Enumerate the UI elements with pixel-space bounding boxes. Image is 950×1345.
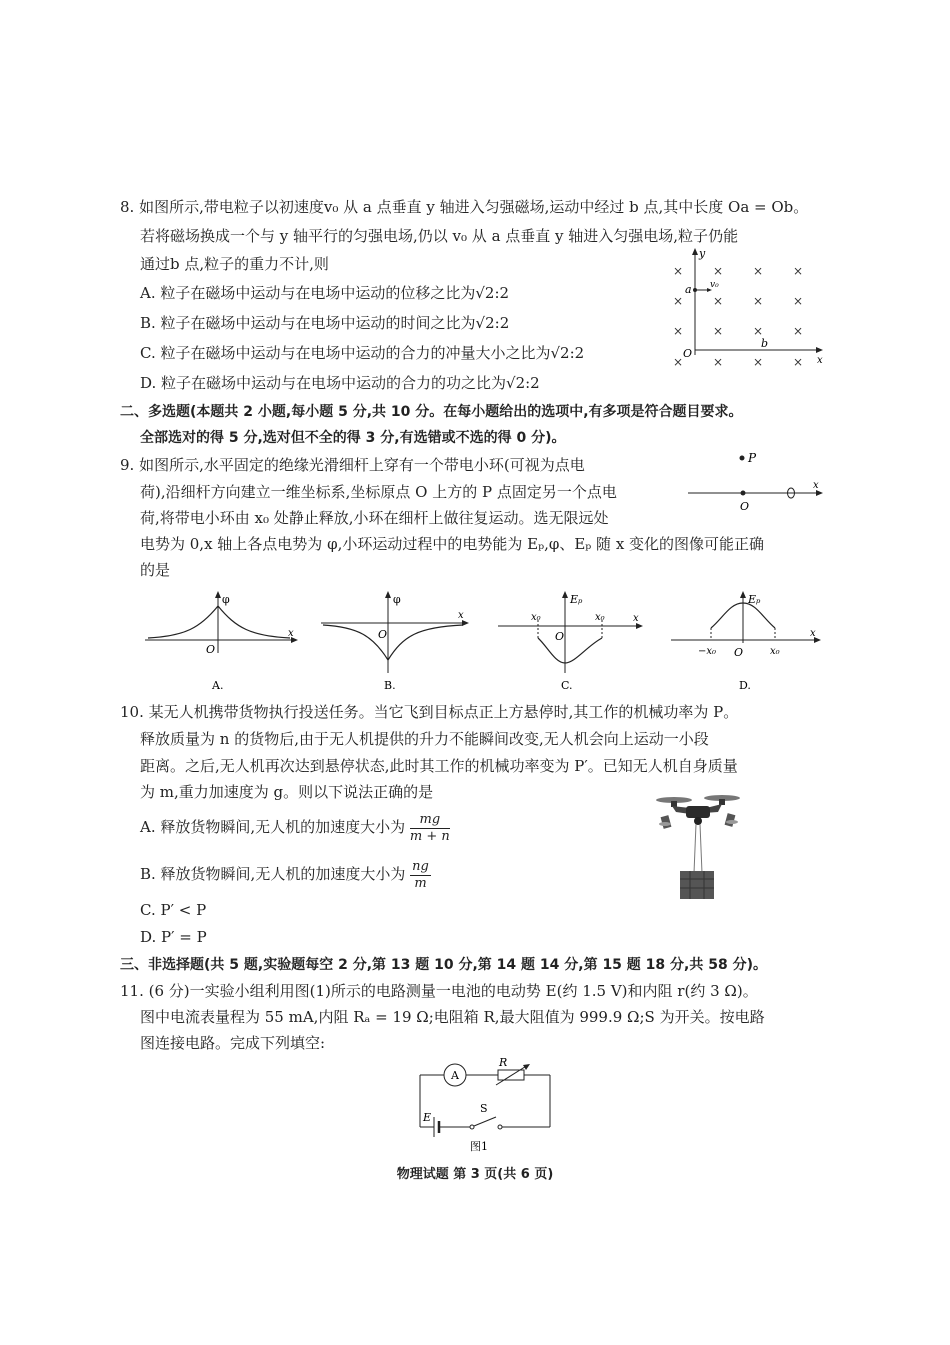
section-2-heading: 二、多选题(本题共 2 小题,每小题 5 分,共 10 分。在每小题给出的选项中,有多项是符合题目要求。 <box>120 404 743 420</box>
q10-option-d: D. P′ = P <box>140 928 207 946</box>
svg-text:×: × <box>793 294 804 308</box>
q10-line-4: 为 m,重力加速度为 g。则以下说法正确的是 <box>140 783 434 801</box>
q10-option-b: B. 释放货物瞬间,无人机的加速度大小为 $\frac{ng}{m}$ <box>140 858 429 891</box>
q9-line-5: 的是 <box>140 561 171 579</box>
q8-line-2: 若将磁场换成一个与 y 轴平行的匀强电场,仍以 v₀ 从 a 点垂直 y 轴进入匀强电场,粒子仍能 <box>140 227 739 245</box>
svg-text:×: × <box>753 294 764 308</box>
q8-line-3: 通过b 点,粒子的重力不计,则 <box>140 255 329 273</box>
graph-option-d <box>668 588 833 693</box>
fraction-ng-over-m: $\frac{ng}{m}$ <box>412 858 429 891</box>
graph-b-label: B. <box>384 679 396 692</box>
drone-with-cargo-image <box>650 778 745 903</box>
point-b-label: b <box>761 337 769 350</box>
svg-text:×: × <box>713 264 724 278</box>
svg-text:x: x <box>288 628 294 639</box>
section-2-instructions: 全部选对的得 5 分,选对但不全的得 3 分,有选错或不选的得 0 分)。 <box>140 430 566 446</box>
q11-circuit-diagram <box>410 1055 560 1155</box>
svg-text:Eₚ: Eₚ <box>748 593 761 606</box>
svg-text:O: O <box>206 643 216 656</box>
fraction-mg-over-m-plus-n: $\frac{mg}{m + n}$ <box>409 811 450 844</box>
q8-option-c: C. 粒子在磁场中运动与在电场中运动的合力的冲量大小之比为√2:2 <box>140 344 585 362</box>
y-axis-label: y <box>699 247 706 260</box>
svg-text:×: × <box>753 355 764 369</box>
svg-text:O: O <box>555 630 565 643</box>
svg-text:×: × <box>673 294 684 308</box>
svg-text:O: O <box>734 646 744 659</box>
v0-label: v₀ <box>710 280 719 290</box>
q8-magnetic-field-figure <box>665 245 835 375</box>
q11-line-1: 11. (6 分)一实验小组利用图(1)所示的电路测量一电池的电动势 E(约 1.5 V)和内阻 r(约 3 Ω)。 <box>120 982 758 1000</box>
q10-option-c: C. P′ < P <box>140 901 207 919</box>
origin-label: O <box>683 347 693 360</box>
point-a-label: a <box>685 283 692 296</box>
q8-option-d: D. 粒子在磁场中运动与在电场中运动的合力的功之比为√2:2 <box>140 374 540 392</box>
svg-text:φ: φ <box>222 593 230 606</box>
graph-option-a <box>140 588 310 693</box>
q8-line-1: 8. 如图所示,带电粒子以初速度v₀ 从 a 点垂直 y 轴进入匀强磁场,运动中经过 b 点,其中长度 Oa = Ob。 <box>120 198 809 216</box>
q10-option-a: A. 释放货物瞬间,无人机的加速度大小为 $\frac{mg}{m + n}$ <box>140 811 450 844</box>
q9-line-4: 电势为 0,x 轴上各点电势为 φ,小环运动过程中的电势能为 Eₚ,φ、Eₚ 随 x 变化的图像可能正确 <box>140 535 765 553</box>
graph-a-label: A. <box>212 679 224 692</box>
svg-text:×: × <box>673 355 684 369</box>
svg-text:x: x <box>633 613 639 624</box>
q11-line-3: 图连接电路。完成下列填空: <box>140 1034 326 1052</box>
battery-label: E <box>423 1111 432 1124</box>
svg-text:×: × <box>793 355 804 369</box>
q11-line-2: 图中电流表量程为 55 mA,内阻 Rₐ = 19 Ω;电阻箱 R,最大阻值为 999.9 Ω;S 为开关。按电路 <box>140 1008 765 1026</box>
x-axis-label: x <box>817 355 823 366</box>
svg-text:x₀: x₀ <box>595 612 605 623</box>
svg-text:×: × <box>753 264 764 278</box>
svg-text:x: x <box>458 610 464 621</box>
svg-text:×: × <box>713 324 724 338</box>
ammeter-label: A <box>451 1069 459 1082</box>
q10-line-2: 释放质量为 n 的货物后,由于无人机提供的升力不能瞬间改变,无人机会向上运动一小段 <box>140 730 709 748</box>
svg-text:×: × <box>713 294 724 308</box>
q10-line-3: 距离。之后,无人机再次达到悬停状态,此时其工作的机械功率变为 P′。已知无人机自身质量 <box>140 757 738 775</box>
x-axis-label: x <box>813 480 819 491</box>
q8-option-a: A. 粒子在磁场中运动与在电场中运动的位移之比为√2:2 <box>140 284 510 302</box>
resistor-label: R <box>499 1056 508 1069</box>
svg-text:−x₀: −x₀ <box>698 646 717 657</box>
graph-c-label: C. <box>561 679 573 692</box>
page-footer: 物理试题 第 3 页(共 6 页) <box>396 1167 554 1182</box>
svg-text:×: × <box>753 324 764 338</box>
svg-text:Eₚ: Eₚ <box>570 593 583 606</box>
svg-text:x: x <box>810 628 816 639</box>
graph-d-label: D. <box>739 679 751 692</box>
section-3-heading: 三、非选择题(共 5 题,实验题每空 2 分,第 13 题 10 分,第 14 题 14 分,第 15 题 18 分,共 58 分)。 <box>120 957 767 973</box>
circuit-caption: 图1 <box>470 1140 488 1153</box>
q8-option-b: B. 粒子在磁场中运动与在电场中运动的时间之比为√2:2 <box>140 314 510 332</box>
q10-line-1: 10. 某无人机携带货物执行投送任务。当它飞到目标点正上方悬停时,其工作的机械功率为 P。 <box>120 703 739 721</box>
q9-rod-figure <box>685 448 830 513</box>
origin-label: O <box>740 500 750 513</box>
svg-text:×: × <box>713 355 724 369</box>
graph-option-c <box>495 588 650 693</box>
svg-text:φ: φ <box>393 593 401 606</box>
svg-text:×: × <box>673 324 684 338</box>
q9-line-1: 9. 如图所示,水平固定的绝缘光滑细杆上穿有一个带电小环(可视为点电 <box>120 456 585 474</box>
svg-text:x₀: x₀ <box>531 612 541 623</box>
graph-option-b <box>318 588 478 693</box>
q9-line-3: 荷,将带电小环由 x₀ 处静止释放,小环在细杆上做往复运动。选无限远处 <box>140 509 609 527</box>
svg-text:O: O <box>378 628 388 641</box>
svg-text:×: × <box>793 324 804 338</box>
q9-line-2: 荷),沿细杆方向建立一维坐标系,坐标原点 O 上方的 P 点固定另一个点电 <box>140 483 617 501</box>
point-p-label: P <box>748 451 757 465</box>
switch-label: S <box>480 1102 488 1115</box>
svg-text:×: × <box>673 264 684 278</box>
svg-text:×: × <box>793 264 804 278</box>
svg-text:x₀: x₀ <box>770 646 780 657</box>
